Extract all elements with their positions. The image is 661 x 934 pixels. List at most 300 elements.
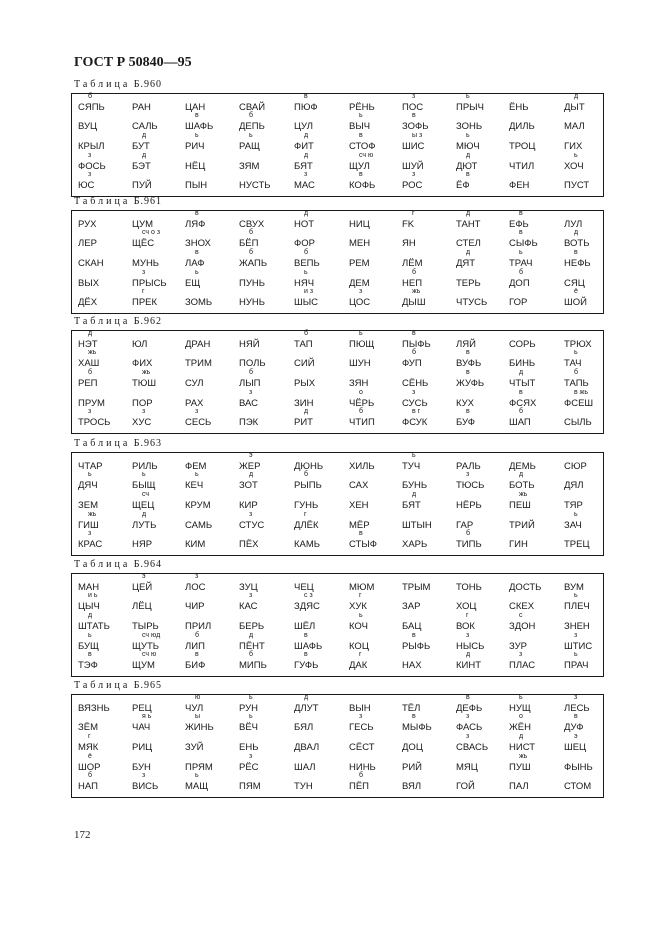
word-text: ТЁЛ xyxy=(402,703,421,714)
word-text: ДЛЁК xyxy=(294,520,319,531)
word-cell xyxy=(402,476,458,496)
word-cell xyxy=(402,112,458,137)
word-mark: з xyxy=(88,530,92,537)
word-text: САЛЬ xyxy=(132,121,158,132)
word-text: ШАФЬ xyxy=(185,121,214,132)
word-mark: з xyxy=(574,632,578,639)
word-text: ТРЫМ xyxy=(402,582,431,593)
word-text: ПРЯМ xyxy=(185,762,213,773)
word-cell xyxy=(402,632,458,657)
word-mark: г xyxy=(359,651,362,658)
word-cell xyxy=(185,210,241,235)
word-mark: жь xyxy=(519,753,528,760)
word-mark: з xyxy=(466,713,470,720)
word-cell xyxy=(564,369,620,394)
word-cell xyxy=(349,758,405,778)
word-cell xyxy=(294,330,350,355)
word-cell xyxy=(78,349,134,374)
word-cell xyxy=(239,157,295,177)
word-text: ЩУМ xyxy=(132,660,155,671)
word-text: МАЛ xyxy=(564,121,585,132)
table-caption-word: Таблица xyxy=(74,79,131,90)
word-cell xyxy=(456,394,512,414)
word-mark: ь xyxy=(195,132,199,139)
word-mark: б xyxy=(412,269,417,276)
table-row xyxy=(72,772,603,797)
word-text: ШЕЦ xyxy=(564,742,587,753)
word-cell xyxy=(78,496,134,516)
word-text: ШТАТЬ xyxy=(78,621,110,632)
word-text: ЦУЛ xyxy=(294,121,313,132)
word-text: ЛЕР xyxy=(78,238,97,249)
word-mark: ь xyxy=(195,269,199,276)
word-cell xyxy=(456,349,512,374)
word-cell xyxy=(294,457,350,477)
word-text: ВОТЬ xyxy=(564,238,590,249)
word-cell xyxy=(239,713,295,738)
word-cell xyxy=(564,511,620,536)
word-cell xyxy=(132,354,188,374)
word-text: ПУШ xyxy=(509,762,531,773)
word-mark: в xyxy=(195,249,199,256)
word-cell xyxy=(564,117,620,137)
word-text: ТЕРЬ xyxy=(456,278,481,289)
word-cell xyxy=(402,535,458,555)
word-cell xyxy=(564,632,620,657)
word-text: ТАЧ xyxy=(564,358,582,369)
word-mark: ю xyxy=(195,694,201,701)
word-mark: д xyxy=(249,471,254,478)
word-text: ПЁХ xyxy=(239,539,259,550)
word-mark: ь xyxy=(142,471,146,478)
word-cell xyxy=(78,530,134,555)
word-mark: б xyxy=(88,772,93,779)
word-text: ЧТЫТ xyxy=(509,378,536,389)
word-cell xyxy=(185,772,241,797)
word-text: ШОЙ xyxy=(564,297,587,308)
word-text: ЛУЛ xyxy=(564,219,583,230)
word-cell xyxy=(456,457,512,477)
word-text: ДЯЛ xyxy=(564,480,584,491)
word-text: РЫПЬ xyxy=(294,480,322,491)
word-mark: д xyxy=(412,491,417,498)
word-cell xyxy=(185,98,241,118)
table-caption-number: Б.964 xyxy=(133,559,163,570)
word-text: КОЦ xyxy=(349,641,369,652)
table-row xyxy=(72,389,603,414)
word-cell xyxy=(132,408,188,433)
word-mark: с з xyxy=(304,592,313,599)
word-text: ПАЛ xyxy=(509,781,529,792)
word-cell xyxy=(402,452,458,477)
word-text: НЯЧ xyxy=(294,278,315,289)
word-cell xyxy=(78,394,134,414)
table-row xyxy=(72,713,603,738)
word-mark: в xyxy=(195,651,199,658)
word-text: КУХ xyxy=(456,398,475,409)
word-text: ХЕН xyxy=(349,500,369,511)
word-cell xyxy=(185,269,241,294)
word-text: СОРЬ xyxy=(509,339,536,350)
word-text: РУХ xyxy=(78,219,97,230)
word-mark: з xyxy=(249,389,253,396)
word-mark: з xyxy=(88,408,92,415)
word-cell xyxy=(564,617,620,637)
word-mark: ь xyxy=(574,152,578,159)
word-cell xyxy=(78,753,134,778)
table-row xyxy=(72,132,603,157)
word-cell xyxy=(456,249,512,274)
word-mark: ь xyxy=(195,471,199,478)
word-text: НЫСЬ xyxy=(456,641,485,652)
word-cell xyxy=(564,476,620,496)
word-mark: з xyxy=(88,152,92,159)
word-text: ДОП xyxy=(509,278,530,289)
word-cell xyxy=(456,612,512,637)
word-text: БОТЬ xyxy=(509,480,535,491)
word-cell xyxy=(402,171,458,196)
word-cell xyxy=(294,651,350,676)
word-cell xyxy=(509,733,565,758)
table-caption-word: Таблица xyxy=(74,438,131,449)
word-text: РЫФЬ xyxy=(402,641,431,652)
word-text: КОЧ xyxy=(349,621,368,632)
word-mark: я ь xyxy=(142,713,152,720)
table-row xyxy=(72,171,603,196)
word-text: СУЛ xyxy=(185,378,204,389)
word-text: ВЫЧ xyxy=(349,121,371,132)
word-text: ГОЙ xyxy=(456,781,475,792)
word-mark: з xyxy=(142,408,146,415)
word-text: НЭТ xyxy=(78,339,98,350)
word-text: ДЕМЬ xyxy=(509,461,536,472)
word-cell xyxy=(349,713,405,738)
word-cell xyxy=(294,718,350,738)
word-text: ЦОС xyxy=(349,297,371,308)
word-cell xyxy=(239,452,295,477)
word-cell xyxy=(132,511,188,536)
word-cell xyxy=(294,152,350,177)
word-cell xyxy=(564,535,620,555)
table-row xyxy=(72,452,603,477)
word-text: ТРОСЬ xyxy=(78,417,111,428)
word-cell xyxy=(349,408,405,433)
word-text: ХАШ xyxy=(78,358,100,369)
word-mark: д xyxy=(304,132,309,139)
word-cell xyxy=(564,592,620,617)
word-cell xyxy=(456,516,512,536)
word-text: ШЫС xyxy=(294,297,318,308)
word-text: ЧТИЛ xyxy=(509,161,535,172)
word-text: ЦУМ xyxy=(132,219,153,230)
word-mark: с xyxy=(519,612,523,619)
word-text: ЦАН xyxy=(185,102,206,113)
word-cell xyxy=(564,578,620,598)
word-cell xyxy=(239,511,295,536)
word-text: ПЯМ xyxy=(239,781,261,792)
word-mark: з xyxy=(249,592,253,599)
word-cell xyxy=(564,349,620,374)
word-cell xyxy=(132,369,188,394)
word-cell xyxy=(349,592,405,617)
word-mark: з xyxy=(249,511,253,518)
word-cell xyxy=(349,516,405,536)
word-cell xyxy=(294,758,350,778)
word-text: ПЁП xyxy=(349,781,369,792)
word-text: БУНЬ xyxy=(402,480,428,491)
word-cell xyxy=(294,132,350,157)
word-cell xyxy=(239,293,295,313)
word-text: ЧЁРЬ xyxy=(349,398,375,409)
word-text: ХОЧ xyxy=(564,161,584,172)
word-table xyxy=(71,452,604,556)
word-cell xyxy=(185,573,241,598)
word-text: БЭТ xyxy=(132,161,151,172)
word-text: НЁЦ xyxy=(185,161,206,172)
word-text: СВАСЬ xyxy=(456,742,489,753)
word-text: ЗАЧ xyxy=(564,520,582,531)
word-cell xyxy=(509,210,565,235)
word-text: ДОСТЬ xyxy=(509,582,542,593)
word-text: ЗДЯС xyxy=(294,601,320,612)
word-text: СВУХ xyxy=(239,219,265,230)
word-text: ЕФЬ xyxy=(509,219,529,230)
word-text: НУСТЬ xyxy=(239,180,271,191)
word-mark: б xyxy=(249,369,254,376)
word-text: ЖУФЬ xyxy=(456,378,485,389)
word-cell xyxy=(78,93,134,118)
table-row xyxy=(72,573,603,598)
word-cell xyxy=(185,632,241,657)
word-text: ЗЯН xyxy=(349,378,369,389)
word-cell xyxy=(78,137,134,157)
word-cell xyxy=(402,269,458,294)
word-text: ДИЛЬ xyxy=(509,121,535,132)
word-cell xyxy=(132,491,188,516)
word-mark: з xyxy=(142,772,146,779)
word-cell xyxy=(564,152,620,177)
word-cell xyxy=(294,777,350,797)
word-text: СЯПЬ xyxy=(78,102,105,113)
word-cell xyxy=(239,215,295,235)
word-text: РЕМ xyxy=(349,258,370,269)
word-cell xyxy=(239,578,295,598)
word-cell xyxy=(132,98,188,118)
word-text: СЕСЬ xyxy=(185,417,212,428)
word-text: РЕП xyxy=(78,378,98,389)
word-text: ПРЕК xyxy=(132,297,158,308)
word-text: ФАСЬ xyxy=(456,722,483,733)
word-text: МЫФЬ xyxy=(402,722,432,733)
word-cell xyxy=(349,152,405,177)
word-text: ЮЛ xyxy=(132,339,148,350)
word-mark: г xyxy=(142,288,145,295)
word-text: РИТ xyxy=(294,417,313,428)
word-cell xyxy=(564,733,620,758)
word-text: ДЫШ xyxy=(402,297,426,308)
word-cell xyxy=(78,578,134,598)
word-text: ЗНЕН xyxy=(564,621,590,632)
word-cell xyxy=(349,171,405,196)
table-caption xyxy=(74,559,162,570)
word-text: РИЦ xyxy=(132,742,153,753)
word-cell xyxy=(132,335,188,355)
word-cell xyxy=(185,374,241,394)
word-text: ТЭФ xyxy=(78,660,98,671)
word-mark: в xyxy=(466,349,470,356)
word-mark: э xyxy=(249,452,253,459)
word-cell xyxy=(402,713,458,738)
word-text: ВЕПЬ xyxy=(294,258,320,269)
word-cell xyxy=(78,117,134,137)
word-text: ДЮТ xyxy=(456,161,478,172)
word-cell xyxy=(294,578,350,598)
word-text: САМЬ xyxy=(185,520,213,531)
word-cell xyxy=(402,389,458,414)
word-cell xyxy=(402,254,458,274)
word-cell xyxy=(509,491,565,516)
word-mark: ь xyxy=(195,772,199,779)
word-cell xyxy=(564,229,620,254)
word-text: МЕН xyxy=(349,238,371,249)
word-cell xyxy=(239,389,295,414)
word-cell xyxy=(456,293,512,313)
word-text: ВАС xyxy=(239,398,259,409)
word-text: ТЮШ xyxy=(132,378,157,389)
word-cell xyxy=(78,733,134,758)
word-text: ЧТУСЬ xyxy=(456,297,488,308)
word-text: ХУК xyxy=(349,601,367,612)
word-mark: б xyxy=(88,93,93,100)
table-caption-number: Б.961 xyxy=(133,196,163,207)
word-cell xyxy=(349,112,405,137)
word-cell xyxy=(402,758,458,778)
word-mark: б xyxy=(359,408,364,415)
word-text: ЩЕЦ xyxy=(132,500,155,511)
word-text: ШЁЛ xyxy=(294,621,316,632)
word-cell xyxy=(349,288,405,313)
word-cell xyxy=(349,98,405,118)
word-text: СВАЙ xyxy=(239,102,266,113)
word-text: ПУЙ xyxy=(132,180,152,191)
word-cell xyxy=(78,254,134,274)
word-cell xyxy=(509,229,565,254)
word-mark: сч xyxy=(142,491,150,498)
word-cell xyxy=(78,457,134,477)
word-cell xyxy=(456,369,512,394)
word-cell xyxy=(456,694,512,719)
word-cell xyxy=(132,573,188,598)
word-text: СЁСТ xyxy=(349,742,375,753)
word-text: ПЕШ xyxy=(509,500,531,511)
word-text: БУТ xyxy=(132,141,150,152)
word-mark: в xyxy=(359,132,363,139)
word-cell xyxy=(509,369,565,394)
word-cell xyxy=(402,699,458,719)
word-mark: д xyxy=(574,229,579,236)
word-cell xyxy=(132,597,188,617)
word-cell xyxy=(185,496,241,516)
word-cell xyxy=(78,330,134,355)
word-cell xyxy=(294,374,350,394)
word-text: КИР xyxy=(239,500,258,511)
word-mark: в xyxy=(412,632,416,639)
word-cell xyxy=(132,713,188,738)
word-text: ДЁХ xyxy=(78,297,98,308)
word-mark: в xyxy=(412,713,416,720)
word-mark: г xyxy=(304,511,307,518)
word-cell xyxy=(509,651,565,676)
word-mark: б xyxy=(304,249,309,256)
word-text: ГИН xyxy=(509,539,528,550)
word-text: ЗИН xyxy=(294,398,314,409)
word-text: БАЦ xyxy=(402,621,422,632)
word-text: ТУЧ xyxy=(402,461,421,472)
word-text: ЗОТ xyxy=(239,480,258,491)
word-text: РАН xyxy=(132,102,151,113)
word-mark: в xyxy=(304,651,308,658)
table-caption xyxy=(74,79,162,90)
word-text: ШТЫН xyxy=(402,520,432,531)
word-cell xyxy=(132,117,188,137)
table-caption xyxy=(74,680,162,691)
word-text: ЦЫЧ xyxy=(78,601,100,612)
word-text: БУН xyxy=(132,762,151,773)
word-text: РОС xyxy=(402,180,423,191)
word-mark: в xyxy=(466,694,470,701)
word-cell xyxy=(239,335,295,355)
table-row xyxy=(72,288,603,313)
word-text: ДОЦ xyxy=(402,742,423,753)
word-text: БУФ xyxy=(456,417,475,428)
word-cell xyxy=(294,471,350,496)
word-mark: в г xyxy=(412,408,421,415)
word-cell xyxy=(402,408,458,433)
word-text: ТОНЬ xyxy=(456,582,482,593)
word-cell xyxy=(185,394,241,414)
word-cell xyxy=(456,117,512,137)
word-text: МУНЬ xyxy=(132,258,160,269)
word-text: РЕЦ xyxy=(132,703,152,714)
word-text: ШОР xyxy=(78,762,101,773)
word-mark: б xyxy=(304,471,309,478)
word-text: ЖЕР xyxy=(239,461,261,472)
word-text: СЯЦ xyxy=(564,278,585,289)
word-cell xyxy=(564,176,620,196)
word-text: ПУСТ xyxy=(564,180,590,191)
word-cell xyxy=(78,612,134,637)
word-cell xyxy=(564,651,620,676)
word-table xyxy=(71,694,604,798)
word-text: ПРИЛ xyxy=(185,621,212,632)
word-cell xyxy=(402,210,458,235)
table-row xyxy=(72,491,603,516)
word-cell xyxy=(239,753,295,778)
word-text: ХУС xyxy=(132,417,152,428)
word-text: ГИХ xyxy=(564,141,583,152)
word-cell xyxy=(509,457,565,477)
word-cell xyxy=(294,408,350,433)
word-text: НИНЬ xyxy=(349,762,376,773)
word-mark: ь xyxy=(359,330,363,337)
word-text: ШАП xyxy=(509,417,531,428)
word-mark: ь xyxy=(574,349,578,356)
table-caption-word: Таблица xyxy=(74,680,131,691)
word-cell xyxy=(509,612,565,637)
word-cell xyxy=(132,651,188,676)
word-text: ВОК xyxy=(456,621,475,632)
word-cell xyxy=(78,699,134,719)
